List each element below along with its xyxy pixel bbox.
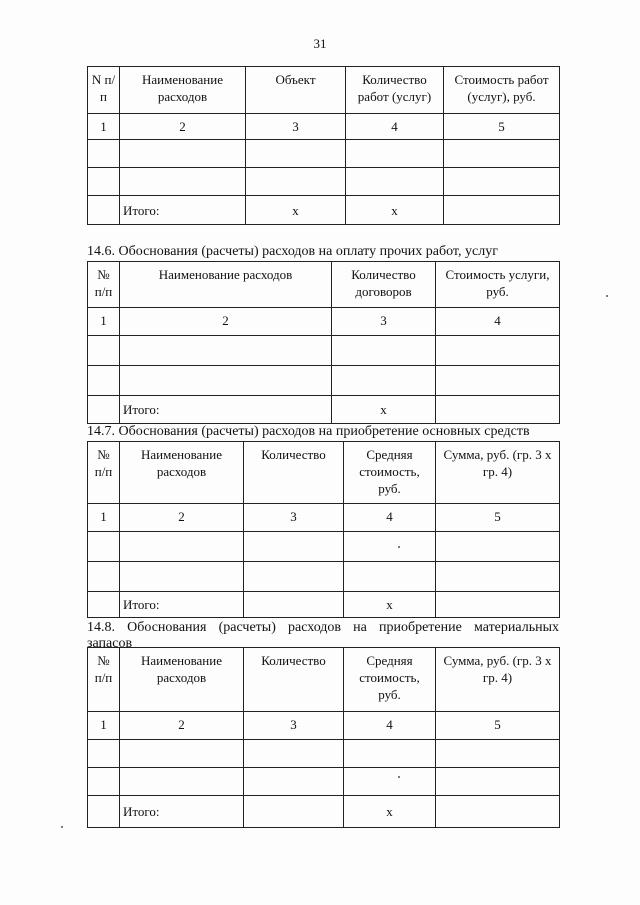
col-header-sum: Сумма, руб. (гр. 3 х гр. 4) xyxy=(436,648,560,712)
empty-row xyxy=(88,168,560,196)
column-number: 4 xyxy=(344,712,436,740)
section-heading-14-6: 14.6. Обоснования (расчеты) расходов на оплату прочих работ, услуг xyxy=(87,244,498,259)
column-number: 2 xyxy=(120,712,244,740)
cell xyxy=(88,532,120,562)
empty-row xyxy=(88,768,560,796)
total-label: Итого: xyxy=(120,396,332,424)
total-row xyxy=(88,592,560,618)
cell xyxy=(332,366,436,396)
col-header-works-cost: Стоимость работ (услуг), руб. xyxy=(444,67,560,114)
column-number-row xyxy=(88,308,560,336)
page-number: 31 xyxy=(313,36,327,51)
cell xyxy=(436,366,560,396)
col-header-quantity: Количество xyxy=(244,442,344,504)
col-header-contracts-count: Количество договоров xyxy=(332,262,436,308)
total-label: Итого: xyxy=(120,592,244,618)
cell xyxy=(120,562,244,592)
cell xyxy=(120,768,244,796)
column-number: 2 xyxy=(120,114,246,140)
works-services-table xyxy=(87,66,560,225)
heading-line-2: запасов xyxy=(87,636,133,651)
total-label: Итого: xyxy=(120,796,244,828)
total-row xyxy=(88,196,560,225)
col-header-object: Объект xyxy=(246,67,346,114)
cell xyxy=(88,196,120,225)
col-header-service-cost: Стоимость услуги, руб. xyxy=(436,262,560,308)
cell xyxy=(444,140,560,168)
column-number: 2 xyxy=(120,308,332,336)
cell xyxy=(88,562,120,592)
column-number: 5 xyxy=(436,504,560,532)
cell xyxy=(120,532,244,562)
fixed-assets-table xyxy=(87,441,560,618)
cell xyxy=(120,140,246,168)
scan-speck xyxy=(398,776,400,778)
col-header-number: № п/п xyxy=(88,648,120,712)
total-row xyxy=(88,796,560,828)
cell xyxy=(246,140,346,168)
column-number: 5 xyxy=(436,712,560,740)
section-heading-14-7: 14.7. Обоснования (расчеты) расходов на приобретение основных средств xyxy=(87,424,530,439)
total-row xyxy=(88,396,560,424)
scan-speck xyxy=(61,826,63,828)
cell xyxy=(88,336,120,366)
cell xyxy=(344,768,436,796)
cell xyxy=(88,592,120,618)
total-cell: x xyxy=(344,592,436,618)
col-header-number: № п/п xyxy=(88,262,120,308)
cell xyxy=(436,768,560,796)
empty-row xyxy=(88,366,560,396)
total-cell xyxy=(436,396,560,424)
col-header-works-quantity: Количество работ (услуг) xyxy=(346,67,444,114)
column-number: 4 xyxy=(344,504,436,532)
empty-row xyxy=(88,140,560,168)
table-header-row xyxy=(88,648,560,712)
column-number-row xyxy=(88,504,560,532)
col-header-number: N п/п xyxy=(88,67,120,114)
column-number: 4 xyxy=(346,114,444,140)
cell xyxy=(120,366,332,396)
cell xyxy=(88,768,120,796)
col-header-average-cost: Средняя стоимость, руб. xyxy=(344,648,436,712)
table-header-row xyxy=(88,262,560,308)
cell xyxy=(88,366,120,396)
col-header-quantity: Количество xyxy=(244,648,344,712)
column-number: 1 xyxy=(88,308,120,336)
col-header-expense-name: Наименование расходов xyxy=(120,442,244,504)
cell xyxy=(120,740,244,768)
empty-row xyxy=(88,532,560,562)
total-cell: x xyxy=(346,196,444,225)
scan-speck xyxy=(398,546,400,548)
heading-line-1: 14.8. Обоснования (расчеты) расходов на приобретение материальных xyxy=(87,620,559,635)
other-services-table xyxy=(87,261,560,424)
column-number: 3 xyxy=(246,114,346,140)
total-cell xyxy=(444,196,560,225)
column-number-row xyxy=(88,712,560,740)
cell xyxy=(436,562,560,592)
cell xyxy=(88,168,120,196)
column-number: 1 xyxy=(88,114,120,140)
total-cell: x xyxy=(344,796,436,828)
cell xyxy=(88,796,120,828)
cell xyxy=(120,168,246,196)
cell xyxy=(244,562,344,592)
total-cell xyxy=(244,796,344,828)
cell xyxy=(246,168,346,196)
cell xyxy=(244,740,344,768)
column-number: 3 xyxy=(332,308,436,336)
total-cell: x xyxy=(246,196,346,225)
cell xyxy=(436,740,560,768)
cell xyxy=(436,336,560,366)
col-header-expense-name: Наименование расходов xyxy=(120,648,244,712)
cell xyxy=(344,740,436,768)
column-number: 1 xyxy=(88,504,120,532)
total-cell xyxy=(436,796,560,828)
cell xyxy=(88,396,120,424)
cell xyxy=(88,740,120,768)
column-number: 3 xyxy=(244,504,344,532)
empty-row xyxy=(88,336,560,366)
cell xyxy=(244,532,344,562)
scan-speck xyxy=(606,295,608,297)
cell xyxy=(332,336,436,366)
cell xyxy=(344,532,436,562)
cell xyxy=(344,562,436,592)
col-header-average-cost: Средняя стоимость, руб. xyxy=(344,442,436,504)
cell xyxy=(120,336,332,366)
total-cell: x xyxy=(332,396,436,424)
cell xyxy=(436,532,560,562)
cell xyxy=(244,768,344,796)
col-header-expense-name: Наименование расходов xyxy=(120,67,246,114)
table-header-row xyxy=(88,67,560,114)
table-header-row xyxy=(88,442,560,504)
cell xyxy=(444,168,560,196)
column-number: 3 xyxy=(244,712,344,740)
column-number: 1 xyxy=(88,712,120,740)
column-number-row xyxy=(88,114,560,140)
total-cell xyxy=(244,592,344,618)
col-header-sum: Сумма, руб. (гр. 3 х гр. 4) xyxy=(436,442,560,504)
column-number: 2 xyxy=(120,504,244,532)
empty-row xyxy=(88,740,560,768)
total-cell xyxy=(436,592,560,618)
empty-row xyxy=(88,562,560,592)
col-header-expense-name: Наименование расходов xyxy=(120,262,332,308)
column-number: 5 xyxy=(444,114,560,140)
cell xyxy=(346,140,444,168)
col-header-number: № п/п xyxy=(88,442,120,504)
total-label: Итого: xyxy=(120,196,246,225)
cell xyxy=(88,140,120,168)
column-number: 4 xyxy=(436,308,560,336)
material-stocks-table xyxy=(87,647,560,828)
cell xyxy=(346,168,444,196)
